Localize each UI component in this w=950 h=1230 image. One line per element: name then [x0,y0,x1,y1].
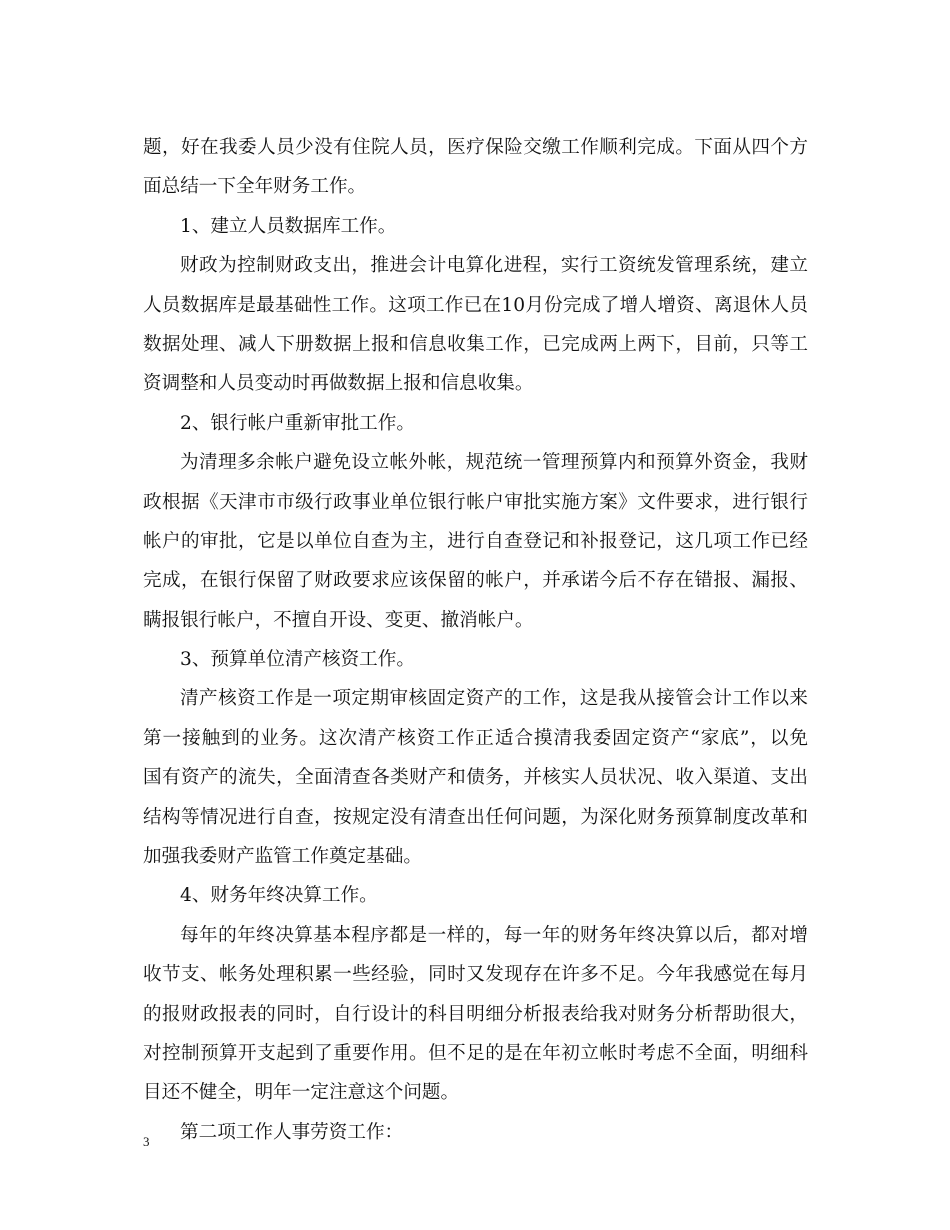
page-number: 3 [143,1134,150,1149]
text-line: 为清理多余帐户避免设立帐外帐，规范统一管理预算内和预算外资金，我财 [180,452,808,474]
text-line: 目还不健全，明年一定注意这个问题。 [143,1082,460,1104]
text-line: 政根据《天津市市级行政事业单位银行帐户审批实施方案》文件要求，进行银行 [143,491,808,513]
text-line: 清产核资工作是一项定期审核固定资产的工作，这是我从接管会计工作以来 [180,688,808,710]
text-line: 结构等情况进行自查，按规定没有清查出任何问题，为深化财务预算制度改革和 [143,806,808,828]
text-line: 题，好在我委人员少没有住院人员，医疗保险交缴工作顺利完成。下面从四个方 [143,137,808,158]
body-text [143,128,808,1152]
text-line: 2、银行帐户重新审批工作。 [180,412,415,434]
text-line: 数据处理、减人下册数据上报和信息收集工作，已完成两上两下，目前，只等工 [143,333,808,355]
text-line: 完成，在银行保留了财政要求应该保留的帐户，并承诺今后不存在错报、漏报、 [143,570,808,592]
text-line: 收节支、帐务处理积累一些经验，同时又发现存在许多不足。今年我感觉在每月 [143,964,808,986]
text-line: 3、预算单位清产核资工作。 [180,649,415,671]
text-line: 第一接触到的业务。这次清产核资工作正适合摸清我委固定资产“家底”，以免 [143,727,808,749]
text-line: 人员数据库是最基础性工作。这项工作已在10月份完成了增人增资、离退休人员 [143,294,808,316]
text-line: 每年的年终决算基本程序都是一样的，每一年的财务年终决算以后，都对增 [180,924,808,946]
text-line: 资调整和人员变动时再做数据上报和信息收集。 [143,373,534,395]
text-line: 加强我委财产监管工作奠定基础。 [143,846,422,868]
text-line: 第二项工作人事劳资工作： [180,1121,404,1143]
text-line: 的报财政报表的同时，自行设计的科目明细分析报表给我对财务分析帮助很大， [143,1003,808,1025]
text-line: 帐户的审批，它是以单位自查为主，进行自查登记和补报登记，这几项工作已经 [143,530,808,552]
text-line: 1、建立人员数据库工作。 [180,215,397,237]
text-line: 4、财务年终决算工作。 [180,885,378,907]
text-line: 国有资产的流失，全面清查各类财产和债务，并核实人员状况、收入渠道、支出 [143,767,808,789]
text-line: 瞒报银行帐户，不擅自开设、变更、撤消帐户。 [143,609,534,631]
text-line: 财政为控制财政支出，推进会计电算化进程，实行工资统发管理系统，建立 [180,255,808,277]
text-line: 面总结一下全年财务工作。 [143,176,367,198]
text-line: 对控制预算开支起到了重要作用。但不足的是在年初立帐时考虑不全面，明细科 [143,1042,808,1064]
